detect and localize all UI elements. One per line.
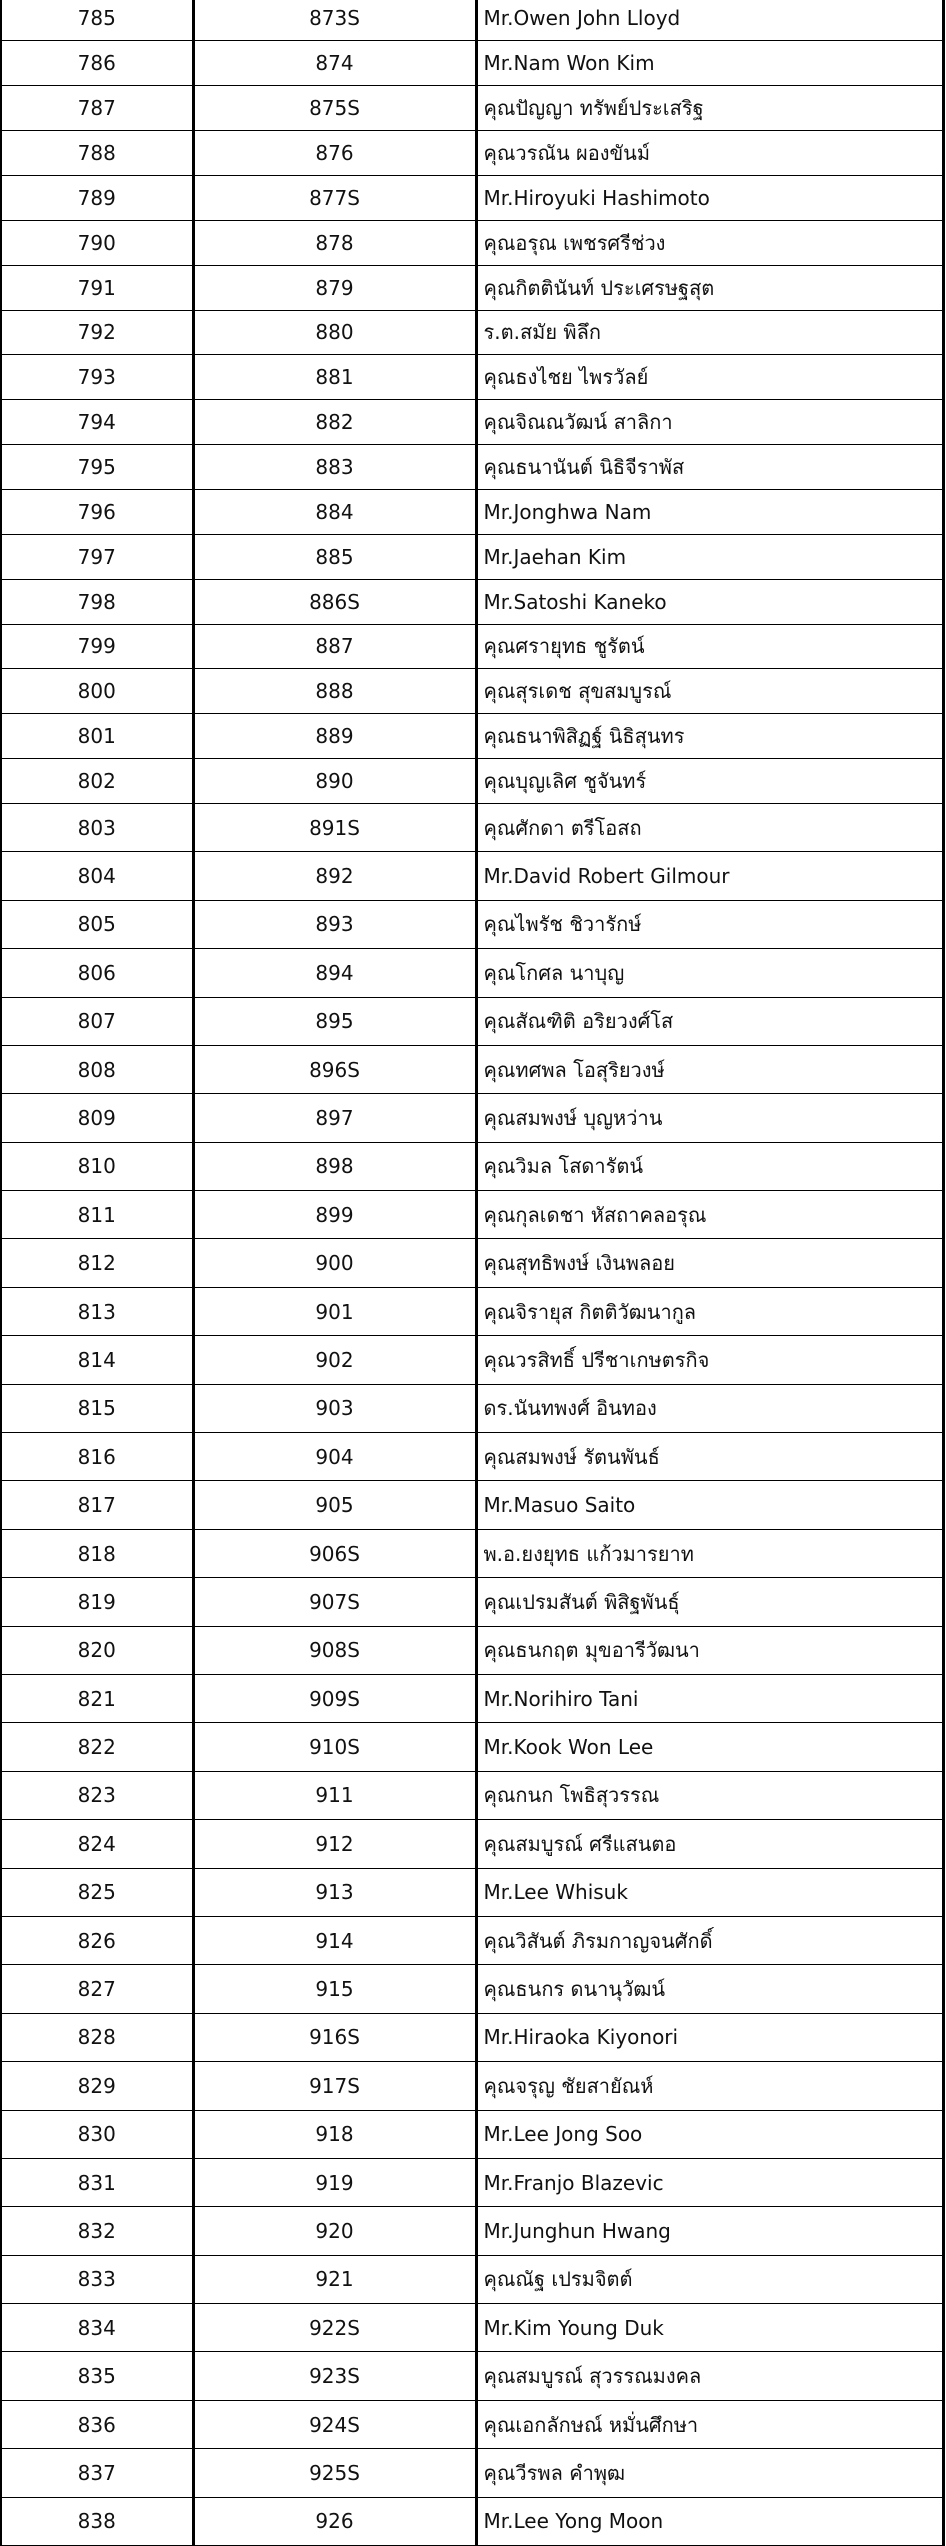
member-name-cell: คุณกุลเดชา หัสถาคลอรุณ xyxy=(476,1191,943,1239)
member-name-cell: Mr.Norihiro Tani xyxy=(476,1675,943,1723)
member-number-cell: 888 xyxy=(193,669,476,714)
sequence-number-cell: 827 xyxy=(1,1965,193,2013)
member-name-cell: Mr.Jaehan Kim xyxy=(476,534,943,579)
sequence-number-cell: 810 xyxy=(1,1142,193,1190)
member-name-cell: Mr.Nam Won Kim xyxy=(476,41,943,86)
member-name-cell: คุณจิณณวัฒน์ สาลิกา xyxy=(476,400,943,445)
member-number-cell: 884 xyxy=(193,489,476,534)
table-row xyxy=(1,445,943,490)
sequence-number-cell: 823 xyxy=(1,1771,193,1819)
member-name-cell: คุณธนานันต์ นิธิจีราพัส xyxy=(476,445,943,490)
table-row xyxy=(1,0,943,41)
member-number-cell: 889 xyxy=(193,714,476,759)
table-row xyxy=(1,669,943,714)
member-number-cell: 894 xyxy=(193,949,476,997)
member-name-cell: คุณกิตตินันท์ ประเศรษฐสุต xyxy=(476,265,943,310)
member-name-cell: ร.ต.สมัย พิลึก xyxy=(476,310,943,355)
sequence-number-cell: 800 xyxy=(1,669,193,714)
member-number-cell: 924S xyxy=(193,2400,476,2448)
sequence-number-cell: 794 xyxy=(1,400,193,445)
member-number-cell: 919 xyxy=(193,2158,476,2206)
member-number-cell: 895 xyxy=(193,997,476,1045)
sequence-number-cell: 785 xyxy=(1,0,193,41)
member-number-cell: 899 xyxy=(193,1191,476,1239)
member-number-cell: 880 xyxy=(193,310,476,355)
member-number-cell: 922S xyxy=(193,2304,476,2352)
member-name-cell: คุณจิรายุส กิตติวัฒนากูล xyxy=(476,1287,943,1335)
sequence-number-cell: 833 xyxy=(1,2255,193,2303)
table-row xyxy=(1,400,943,445)
table-row xyxy=(1,2449,943,2497)
member-number-cell: 878 xyxy=(193,220,476,265)
sequence-number-cell: 821 xyxy=(1,1675,193,1723)
sequence-number-cell: 822 xyxy=(1,1723,193,1771)
member-name-cell: คุณสมบูรณ์ ศรีแสนตอ xyxy=(476,1820,943,1868)
sequence-number-cell: 799 xyxy=(1,624,193,669)
member-name-cell: คุณสุรเดช สุขสมบูรณ์ xyxy=(476,669,943,714)
sequence-number-cell: 788 xyxy=(1,131,193,176)
member-name-cell: คุณสมบูรณ์ สุวรรณมงคล xyxy=(476,2352,943,2400)
table-row xyxy=(1,1626,943,1674)
table-row xyxy=(1,2062,943,2110)
sequence-number-cell: 835 xyxy=(1,2352,193,2400)
table-row xyxy=(1,1916,943,1964)
sequence-number-cell: 797 xyxy=(1,534,193,579)
member-name-cell: คุณวรณัน ผองขันม์ xyxy=(476,131,943,176)
member-name-cell: คุณวีรพล คำพุฒ xyxy=(476,2449,943,2497)
member-number-cell: 920 xyxy=(193,2207,476,2255)
member-name-cell: คุณสุทธิพงษ์ เงินพลอย xyxy=(476,1239,943,1287)
member-name-cell: ดร.นันทพงศ์ อินทอง xyxy=(476,1384,943,1432)
table-row xyxy=(1,803,943,851)
member-name-cell: คุณโกศล นาบุญ xyxy=(476,949,943,997)
member-name-cell: Mr.Hiraoka Kiyonori xyxy=(476,2013,943,2061)
table-row xyxy=(1,2013,943,2061)
member-number-cell: 903 xyxy=(193,1384,476,1432)
member-name-cell: Mr.Junghun Hwang xyxy=(476,2207,943,2255)
member-number-cell: 900 xyxy=(193,1239,476,1287)
sequence-number-cell: 834 xyxy=(1,2304,193,2352)
sequence-number-cell: 813 xyxy=(1,1287,193,1335)
member-name-cell: คุณธนกฤต มุขอารีวัฒนา xyxy=(476,1626,943,1674)
table-row xyxy=(1,2110,943,2158)
member-name-cell: Mr.Satoshi Kaneko xyxy=(476,579,943,624)
sequence-number-cell: 817 xyxy=(1,1481,193,1529)
member-number-cell: 902 xyxy=(193,1336,476,1384)
member-number-cell: 893 xyxy=(193,900,476,948)
table-row xyxy=(1,86,943,131)
table-row xyxy=(1,997,943,1045)
member-number-cell: 915 xyxy=(193,1965,476,2013)
sequence-number-cell: 814 xyxy=(1,1336,193,1384)
member-number-cell: 881 xyxy=(193,355,476,400)
member-number-cell: 885 xyxy=(193,534,476,579)
member-name-cell: คุณไพรัช ชิวารักษ์ xyxy=(476,900,943,948)
member-name-cell: คุณศักดา ตรีโอสถ xyxy=(476,803,943,851)
table-row xyxy=(1,1336,943,1384)
sequence-number-cell: 796 xyxy=(1,489,193,534)
table-row xyxy=(1,714,943,759)
sequence-number-cell: 819 xyxy=(1,1578,193,1626)
sequence-number-cell: 832 xyxy=(1,2207,193,2255)
table-row xyxy=(1,852,943,900)
member-number-cell: 910S xyxy=(193,1723,476,1771)
sequence-number-cell: 818 xyxy=(1,1529,193,1577)
member-name-cell: Mr.Hiroyuki Hashimoto xyxy=(476,175,943,220)
sequence-number-cell: 815 xyxy=(1,1384,193,1432)
table-row xyxy=(1,759,943,804)
sequence-number-cell: 824 xyxy=(1,1820,193,1868)
member-number-cell: 912 xyxy=(193,1820,476,1868)
member-number-cell: 875S xyxy=(193,86,476,131)
table-row xyxy=(1,1433,943,1481)
member-number-cell: 896S xyxy=(193,1045,476,1093)
member-number-cell: 901 xyxy=(193,1287,476,1335)
sequence-number-cell: 805 xyxy=(1,900,193,948)
table-row xyxy=(1,355,943,400)
member-number-cell: 887 xyxy=(193,624,476,669)
member-name-cell: คุณสมพงษ์ บุญหว่าน xyxy=(476,1094,943,1142)
sequence-number-cell: 793 xyxy=(1,355,193,400)
sequence-number-cell: 836 xyxy=(1,2400,193,2448)
member-name-cell: พ.อ.ยงยุทธ แก้วมารยาท xyxy=(476,1529,943,1577)
table-row xyxy=(1,489,943,534)
member-number-cell: 925S xyxy=(193,2449,476,2497)
member-name-cell: คุณบุญเลิศ ชูจันทร์ xyxy=(476,759,943,804)
sequence-number-cell: 811 xyxy=(1,1191,193,1239)
table-row xyxy=(1,1529,943,1577)
sequence-number-cell: 808 xyxy=(1,1045,193,1093)
table-row xyxy=(1,534,943,579)
sequence-number-cell: 798 xyxy=(1,579,193,624)
table-row xyxy=(1,2304,943,2352)
member-number-cell: 906S xyxy=(193,1529,476,1577)
sequence-number-cell: 825 xyxy=(1,1868,193,1916)
table-row xyxy=(1,131,943,176)
member-number-cell: 916S xyxy=(193,2013,476,2061)
sequence-number-cell: 801 xyxy=(1,714,193,759)
sequence-number-cell: 804 xyxy=(1,852,193,900)
table-row xyxy=(1,1771,943,1819)
member-name-cell: คุณปัญญา ทรัพย์ประเสริฐ xyxy=(476,86,943,131)
member-number-cell: 874 xyxy=(193,41,476,86)
member-number-cell: 905 xyxy=(193,1481,476,1529)
member-number-cell: 923S xyxy=(193,2352,476,2400)
member-name-cell: คุณธงไชย ไพรวัลย์ xyxy=(476,355,943,400)
sequence-number-cell: 803 xyxy=(1,803,193,851)
sequence-number-cell: 802 xyxy=(1,759,193,804)
member-name-cell: Mr.Jonghwa Nam xyxy=(476,489,943,534)
sequence-number-cell: 820 xyxy=(1,1626,193,1674)
sequence-number-cell: 831 xyxy=(1,2158,193,2206)
member-number-cell: 914 xyxy=(193,1916,476,1964)
sequence-number-cell: 838 xyxy=(1,2497,193,2545)
member-number-cell: 890 xyxy=(193,759,476,804)
table-row xyxy=(1,1094,943,1142)
sequence-number-cell: 795 xyxy=(1,445,193,490)
member-name-cell: คุณธนาพิสิฏฐ์ นิธิสุนทร xyxy=(476,714,943,759)
sequence-number-cell: 812 xyxy=(1,1239,193,1287)
member-name-cell: คุณณัฐ เปรมจิตต์ xyxy=(476,2255,943,2303)
sequence-number-cell: 789 xyxy=(1,175,193,220)
member-name-cell: Mr.Kook Won Lee xyxy=(476,1723,943,1771)
member-name-cell: คุณอรุณ เพชรศรีช่วง xyxy=(476,220,943,265)
member-number-cell: 892 xyxy=(193,852,476,900)
table-row xyxy=(1,1045,943,1093)
member-name-cell: คุณสมพงษ์ รัตนพันธ์ xyxy=(476,1433,943,1481)
sequence-number-cell: 829 xyxy=(1,2062,193,2110)
table-row xyxy=(1,1723,943,1771)
table-row xyxy=(1,175,943,220)
member-name-cell: คุณทศพล โอสุริยวงษ์ xyxy=(476,1045,943,1093)
table-row xyxy=(1,624,943,669)
member-name-cell: คุณธนกร ดนานุวัฒน์ xyxy=(476,1965,943,2013)
member-name-cell: Mr.Lee Whisuk xyxy=(476,1868,943,1916)
member-name-cell: คุณสัณฑิติ อริยวงศ์โส xyxy=(476,997,943,1045)
member-name-cell: คุณกนก โพธิสุวรรณ xyxy=(476,1771,943,1819)
member-name-cell: คุณวรสิทธิ์ ปรีชาเกษตรกิจ xyxy=(476,1336,943,1384)
table-row xyxy=(1,1965,943,2013)
member-name-cell: Mr.Masuo Saito xyxy=(476,1481,943,1529)
table-row xyxy=(1,1239,943,1287)
member-number-cell: 907S xyxy=(193,1578,476,1626)
member-number-cell: 908S xyxy=(193,1626,476,1674)
member-number-cell: 898 xyxy=(193,1142,476,1190)
table-row xyxy=(1,1287,943,1335)
member-number-cell: 917S xyxy=(193,2062,476,2110)
member-name-cell: คุณเปรมสันต์ พิสิฐพันธุ์ xyxy=(476,1578,943,1626)
sequence-number-cell: 837 xyxy=(1,2449,193,2497)
member-number-cell: 904 xyxy=(193,1433,476,1481)
sequence-number-cell: 816 xyxy=(1,1433,193,1481)
table-row xyxy=(1,2497,943,2545)
table-row xyxy=(1,2207,943,2255)
member-number-cell: 897 xyxy=(193,1094,476,1142)
table-row xyxy=(1,41,943,86)
roster-table-body xyxy=(1,0,943,2546)
table-row xyxy=(1,1384,943,1432)
member-number-cell: 926 xyxy=(193,2497,476,2545)
table-row xyxy=(1,1481,943,1529)
member-name-cell: Mr.Owen John Lloyd xyxy=(476,0,943,41)
member-name-cell: คุณศรายุทธ ชูรัตน์ xyxy=(476,624,943,669)
member-number-cell: 876 xyxy=(193,131,476,176)
member-name-cell: Mr.Lee Yong Moon xyxy=(476,2497,943,2545)
table-row xyxy=(1,310,943,355)
member-number-cell: 883 xyxy=(193,445,476,490)
sequence-number-cell: 786 xyxy=(1,41,193,86)
sequence-number-cell: 790 xyxy=(1,220,193,265)
member-name-cell: Mr.Franjo Blazevic xyxy=(476,2158,943,2206)
member-number-cell: 882 xyxy=(193,400,476,445)
table-row xyxy=(1,2352,943,2400)
member-number-cell: 891S xyxy=(193,803,476,851)
sequence-number-cell: 791 xyxy=(1,265,193,310)
member-number-cell: 879 xyxy=(193,265,476,310)
sequence-number-cell: 826 xyxy=(1,1916,193,1964)
member-name-cell: คุณวิสันต์ ภิรมกาญจนศักดิ์ xyxy=(476,1916,943,1964)
member-number-cell: 877S xyxy=(193,175,476,220)
sequence-number-cell: 830 xyxy=(1,2110,193,2158)
sequence-number-cell: 787 xyxy=(1,86,193,131)
member-number-cell: 913 xyxy=(193,1868,476,1916)
member-number-cell: 921 xyxy=(193,2255,476,2303)
member-name-cell: Mr.Lee Jong Soo xyxy=(476,2110,943,2158)
table-row xyxy=(1,2400,943,2448)
sequence-number-cell: 806 xyxy=(1,949,193,997)
member-number-cell: 918 xyxy=(193,2110,476,2158)
table-row xyxy=(1,1820,943,1868)
table-row xyxy=(1,1675,943,1723)
table-row xyxy=(1,1191,943,1239)
table-row xyxy=(1,1578,943,1626)
table-row xyxy=(1,220,943,265)
member-name-cell: คุณจรุญ ชัยสายัณห์ xyxy=(476,2062,943,2110)
table-row xyxy=(1,1142,943,1190)
table-row xyxy=(1,1868,943,1916)
sequence-number-cell: 792 xyxy=(1,310,193,355)
table-row xyxy=(1,900,943,948)
member-number-cell: 909S xyxy=(193,1675,476,1723)
member-name-cell: คุณวิมล โสดารัตน์ xyxy=(476,1142,943,1190)
sequence-number-cell: 828 xyxy=(1,2013,193,2061)
member-name-cell: คุณเอกลักษณ์ หมั่นศึกษา xyxy=(476,2400,943,2448)
member-name-cell: Mr.David Robert Gilmour xyxy=(476,852,943,900)
table-row xyxy=(1,579,943,624)
table-row xyxy=(1,2255,943,2303)
member-name-cell: Mr.Kim Young Duk xyxy=(476,2304,943,2352)
sequence-number-cell: 807 xyxy=(1,997,193,1045)
table-row xyxy=(1,949,943,997)
member-number-cell: 873S xyxy=(193,0,476,41)
table-row xyxy=(1,2158,943,2206)
member-number-cell: 886S xyxy=(193,579,476,624)
member-number-cell: 911 xyxy=(193,1771,476,1819)
sequence-number-cell: 809 xyxy=(1,1094,193,1142)
table-row xyxy=(1,265,943,310)
